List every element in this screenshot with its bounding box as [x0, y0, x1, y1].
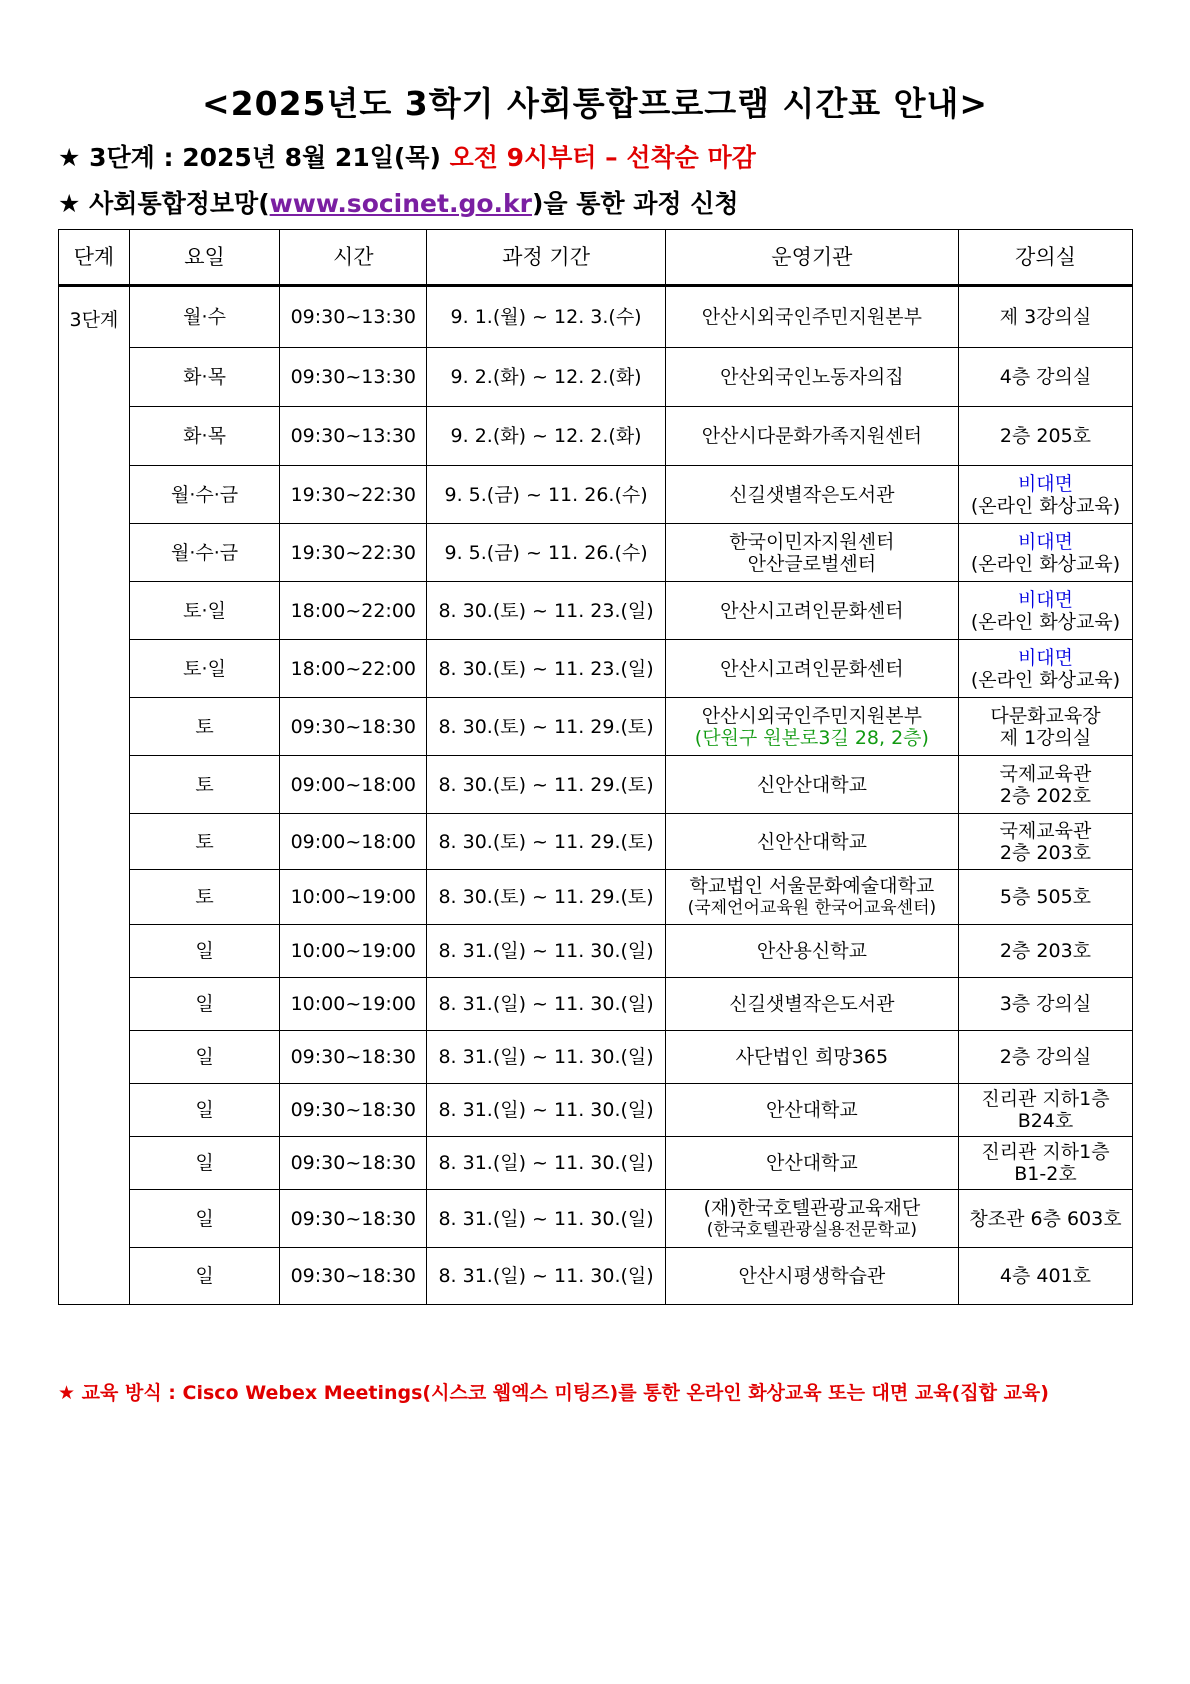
time-cell: 09:00~18:00	[280, 814, 427, 870]
time-cell: 18:00~22:00	[280, 640, 427, 698]
table-row	[59, 582, 1133, 640]
day-cell: 토	[129, 870, 279, 925]
page-title: <2025년도 3학기 사회통합프로그램 시간표 안내>	[202, 84, 988, 123]
time-cell: 19:30~22:30	[280, 524, 427, 582]
time-cell: 09:30~18:30	[280, 1137, 427, 1190]
organization-name: 안산대학교	[765, 1152, 858, 1174]
registration-date-notice	[58, 138, 756, 174]
table-row	[59, 978, 1133, 1031]
day-cell: 토	[129, 698, 279, 756]
time-cell: 10:00~19:00	[280, 870, 427, 925]
day-cell: 월·수	[129, 286, 279, 348]
organization-cell	[665, 582, 958, 640]
table-row	[59, 814, 1133, 870]
organization-name: 안산시고려인문화센터	[720, 599, 904, 622]
classroom-cell	[958, 1190, 1132, 1248]
classroom-name: 창조관 6층 603호	[969, 1207, 1122, 1230]
classroom-detail: (온라인 화상교육)	[970, 494, 1121, 517]
time-cell: 09:30~13:30	[280, 348, 427, 407]
table-row	[59, 870, 1133, 925]
day-cell: 토	[129, 756, 279, 814]
time-cell: 19:30~22:30	[280, 466, 427, 524]
day-cell: 토	[129, 814, 279, 870]
classroom-name: 2층 205호	[999, 425, 1092, 447]
day-cell: 일	[129, 1031, 279, 1084]
header-classroom: 강의실	[958, 230, 1132, 286]
period-cell: 8. 30.(토) ~ 11. 23.(일)	[427, 640, 665, 698]
classroom-name: 3층 강의실	[999, 993, 1092, 1015]
star-icon: ★	[58, 143, 81, 172]
organization-name: 안산용신학교	[756, 940, 867, 962]
table-row	[59, 698, 1133, 756]
header-organization: 운영기관	[665, 230, 958, 286]
classroom-name: 다문화교육장	[990, 704, 1101, 727]
organization-cell	[665, 1031, 958, 1084]
classroom-name: 비대면	[1017, 646, 1074, 669]
classroom-cell	[958, 348, 1132, 407]
table-row	[59, 348, 1133, 407]
classroom-cell	[958, 756, 1132, 814]
notice-highlight-text: 오전 9시부터 – 선착순 마감	[449, 143, 756, 172]
organization-name: 신안산대학교	[756, 773, 867, 796]
classroom-detail: (온라인 화상교육)	[970, 610, 1121, 633]
education-method-note: ★ 교육 방식 : Cisco Webex Meetings(시스코 웹엑스 미팅즈)를 통한 온라인 화상교육 또는 대면 교육(집합 교육)	[58, 1382, 1049, 1404]
organization-name: 신길샛별작은도서관	[729, 993, 895, 1015]
day-cell: 일	[129, 1137, 279, 1190]
application-notice	[58, 184, 739, 220]
table-row	[59, 1248, 1133, 1305]
day-cell: 토·일	[129, 582, 279, 640]
organization-name: (재)한국호텔관광교육재단	[703, 1196, 921, 1219]
organization-cell	[665, 756, 958, 814]
organization-cell	[665, 978, 958, 1031]
period-cell: 8. 31.(일) ~ 11. 30.(일)	[427, 1031, 665, 1084]
classroom-detail: (온라인 화상교육)	[970, 668, 1121, 691]
classroom-cell	[958, 978, 1132, 1031]
classroom-cell	[958, 524, 1132, 582]
day-cell: 월·수·금	[129, 524, 279, 582]
table-row	[59, 640, 1133, 698]
classroom-cell	[958, 407, 1132, 466]
day-cell: 토·일	[129, 640, 279, 698]
time-cell: 09:00~18:00	[280, 756, 427, 814]
classroom-cell	[958, 1084, 1132, 1137]
classroom-name: 비대면	[1017, 530, 1074, 553]
notice-prefix-text: 사회통합정보망(	[89, 189, 270, 218]
classroom-cell	[958, 1248, 1132, 1305]
classroom-detail: 제 1강의실	[999, 726, 1092, 749]
classroom-cell	[958, 1031, 1132, 1084]
notice-suffix-text: )을 통한 과정 신청	[531, 189, 739, 218]
table-row	[59, 286, 1133, 348]
classroom-cell	[958, 814, 1132, 870]
classroom-cell	[958, 466, 1132, 524]
stage-cell: 3단계	[59, 286, 130, 1305]
classroom-name: 진리관 지하1층	[981, 1088, 1110, 1110]
day-cell: 화·목	[129, 348, 279, 407]
classroom-name: 4층 강의실	[999, 366, 1092, 388]
classroom-detail: 2층 203호	[999, 841, 1092, 864]
table-row	[59, 756, 1133, 814]
organization-cell	[665, 1084, 958, 1137]
organization-cell	[665, 698, 958, 756]
table-row	[59, 925, 1133, 978]
organization-name: 안산시평생학습관	[738, 1265, 886, 1287]
time-cell: 10:00~19:00	[280, 978, 427, 1031]
table-header-row	[59, 230, 1133, 286]
classroom-detail: B1-2호	[1014, 1163, 1077, 1185]
organization-name: 신길샛별작은도서관	[729, 483, 895, 506]
classroom-cell	[958, 582, 1132, 640]
day-cell: 화·목	[129, 407, 279, 466]
header-day: 요일	[129, 230, 279, 286]
header-stage: 단계	[59, 230, 130, 286]
table-body	[59, 286, 1133, 1305]
classroom-name: 진리관 지하1층	[981, 1141, 1110, 1163]
period-cell: 8. 31.(일) ~ 11. 30.(일)	[427, 1084, 665, 1137]
table-row	[59, 1137, 1133, 1190]
table-row	[59, 1031, 1133, 1084]
organization-detail: 안산글로벌센터	[747, 552, 877, 575]
organization-detail: (국제언어교육원 한국어교육센터)	[687, 898, 937, 918]
classroom-detail: 2층 202호	[999, 784, 1092, 807]
organization-cell	[665, 1190, 958, 1248]
organization-cell	[665, 640, 958, 698]
table-row	[59, 1190, 1133, 1248]
organization-name: 안산시외국인주민지원본부	[701, 306, 922, 328]
classroom-cell	[958, 640, 1132, 698]
day-cell: 일	[129, 1190, 279, 1248]
classroom-name: 제 3강의실	[999, 306, 1092, 328]
day-cell: 월·수·금	[129, 466, 279, 524]
period-cell: 8. 30.(토) ~ 11. 29.(토)	[427, 814, 665, 870]
organization-name: 안산시고려인문화센터	[720, 657, 904, 680]
organization-name: 안산대학교	[765, 1099, 858, 1121]
organization-cell	[665, 1248, 958, 1305]
star-icon: ★	[58, 189, 81, 218]
period-cell: 8. 30.(토) ~ 11. 29.(토)	[427, 756, 665, 814]
organization-detail: (단원구 원본로3길 28, 2층)	[694, 726, 929, 749]
organization-cell	[665, 925, 958, 978]
organization-cell	[665, 286, 958, 348]
period-cell: 9. 5.(금) ~ 11. 26.(수)	[427, 466, 665, 524]
table-row	[59, 466, 1133, 524]
period-cell: 8. 30.(토) ~ 11. 29.(토)	[427, 698, 665, 756]
period-cell: 8. 31.(일) ~ 11. 30.(일)	[427, 1248, 665, 1305]
period-cell: 9. 5.(금) ~ 11. 26.(수)	[427, 524, 665, 582]
organization-cell	[665, 870, 958, 925]
classroom-cell	[958, 286, 1132, 348]
organization-cell	[665, 524, 958, 582]
classroom-name: 비대면	[1017, 588, 1074, 611]
time-cell: 10:00~19:00	[280, 925, 427, 978]
socinet-link[interactable]: www.socinet.go.kr	[269, 189, 532, 218]
period-cell: 8. 31.(일) ~ 11. 30.(일)	[427, 1137, 665, 1190]
classroom-cell	[958, 870, 1132, 925]
schedule-table	[58, 229, 1133, 1305]
classroom-name: 국제교육관	[999, 819, 1092, 842]
organization-cell	[665, 1137, 958, 1190]
period-cell: 8. 30.(토) ~ 11. 29.(토)	[427, 870, 665, 925]
day-cell: 일	[129, 925, 279, 978]
classroom-name: 비대면	[1017, 472, 1074, 495]
classroom-detail: (온라인 화상교육)	[970, 552, 1121, 575]
period-cell: 8. 31.(일) ~ 11. 30.(일)	[427, 925, 665, 978]
table-row	[59, 524, 1133, 582]
organization-name: 한국이민자지원센터	[729, 530, 895, 553]
organization-name: 안산외국인노동자의집	[720, 366, 904, 388]
day-cell: 일	[129, 1084, 279, 1137]
organization-cell	[665, 466, 958, 524]
organization-name: 사단법인 희망365	[735, 1046, 889, 1068]
classroom-detail: B24호	[1017, 1110, 1074, 1132]
period-cell: 8. 31.(일) ~ 11. 30.(일)	[427, 978, 665, 1031]
notice-date-text: 3단계 : 2025년 8월 21일(목)	[89, 143, 441, 172]
classroom-name: 4층 401호	[999, 1265, 1092, 1287]
classroom-cell	[958, 1137, 1132, 1190]
period-cell: 8. 30.(토) ~ 11. 23.(일)	[427, 582, 665, 640]
day-cell: 일	[129, 978, 279, 1031]
time-cell: 09:30~18:30	[280, 1084, 427, 1137]
organization-cell	[665, 407, 958, 466]
classroom-name: 5층 505호	[999, 886, 1092, 908]
day-cell: 일	[129, 1248, 279, 1305]
header-time: 시간	[280, 230, 427, 286]
organization-detail: (한국호텔관광실용전문학교)	[706, 1219, 918, 1240]
organization-name: 학교법인 서울문화예술대학교	[689, 875, 935, 897]
classroom-cell	[958, 925, 1132, 978]
time-cell: 09:30~13:30	[280, 407, 427, 466]
table-row	[59, 407, 1133, 466]
organization-name: 안산시다문화가족지원센터	[701, 425, 922, 447]
time-cell: 09:30~18:30	[280, 698, 427, 756]
time-cell: 09:30~18:30	[280, 1248, 427, 1305]
organization-cell	[665, 814, 958, 870]
header-period: 과정 기간	[427, 230, 665, 286]
period-cell: 9. 2.(화) ~ 12. 2.(화)	[427, 407, 665, 466]
time-cell: 09:30~13:30	[280, 286, 427, 348]
time-cell: 18:00~22:00	[280, 582, 427, 640]
period-cell: 9. 2.(화) ~ 12. 2.(화)	[427, 348, 665, 407]
organization-name: 신안산대학교	[756, 830, 867, 853]
period-cell: 9. 1.(월) ~ 12. 3.(수)	[427, 286, 665, 348]
time-cell: 09:30~18:30	[280, 1031, 427, 1084]
organization-cell	[665, 348, 958, 407]
period-cell: 8. 31.(일) ~ 11. 30.(일)	[427, 1190, 665, 1248]
time-cell: 09:30~18:30	[280, 1190, 427, 1248]
classroom-cell	[958, 698, 1132, 756]
classroom-name: 2층 강의실	[999, 1046, 1092, 1068]
classroom-name: 2층 203호	[999, 940, 1092, 962]
classroom-name: 국제교육관	[999, 762, 1092, 785]
organization-name: 안산시외국인주민지원본부	[701, 704, 922, 727]
table-row	[59, 1084, 1133, 1137]
